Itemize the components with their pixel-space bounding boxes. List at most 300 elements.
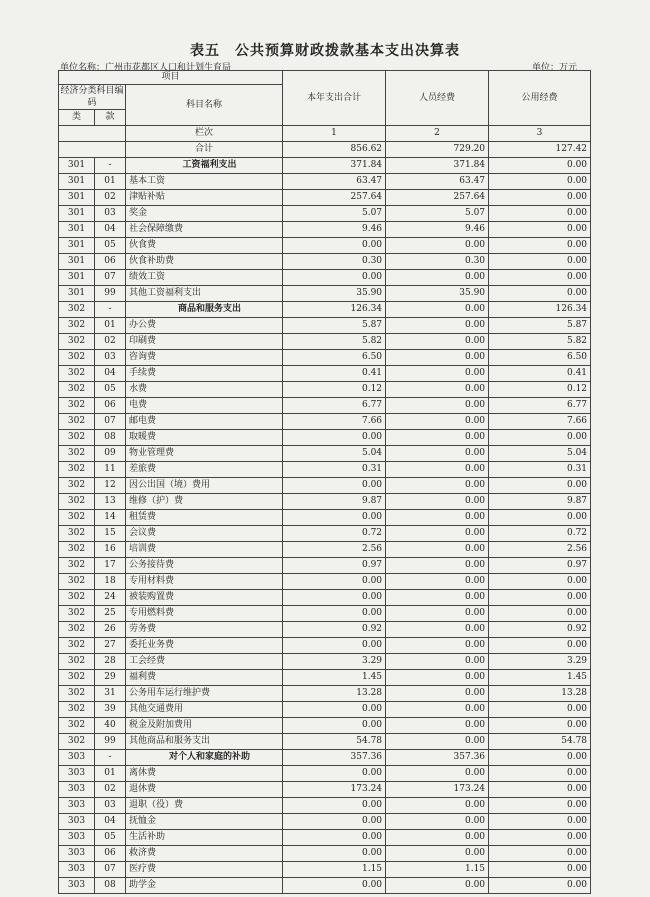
table-row: [59, 478, 591, 494]
row-section-code: 04: [95, 814, 126, 830]
row-section-code: 06: [95, 398, 126, 414]
row-public: 2.56: [489, 542, 591, 558]
row-personnel: 0.00: [386, 670, 489, 686]
table-row: [59, 878, 591, 894]
row-personnel: 0.00: [386, 494, 489, 510]
row-section-code: 01: [95, 318, 126, 334]
row-public: 0.97: [489, 558, 591, 574]
table-row: [59, 574, 591, 590]
row-personnel: 0.00: [386, 798, 489, 814]
row-personnel: 0.00: [386, 526, 489, 542]
row-total: 0.00: [283, 590, 386, 606]
sum-blank: [59, 142, 126, 158]
row-class-code: 301: [59, 158, 95, 174]
row-section-code: 26: [95, 622, 126, 638]
row-total: 1.15: [283, 862, 386, 878]
unit-label: 单位：万元: [532, 63, 578, 73]
row-public: 1.45: [489, 670, 591, 686]
row-total: 0.41: [283, 366, 386, 382]
row-subject-name: 手续费: [126, 366, 283, 382]
table-row: [59, 670, 591, 686]
row-total: 0.00: [283, 702, 386, 718]
row-total: 0.97: [283, 558, 386, 574]
row-public: 0.00: [489, 270, 591, 286]
row-total: 5.87: [283, 318, 386, 334]
header-class: 类: [59, 110, 95, 126]
row-section-code: 15: [95, 526, 126, 542]
table-row: [59, 174, 591, 190]
row-personnel: 9.46: [386, 222, 489, 238]
table-row: [59, 686, 591, 702]
row-total: 0.00: [283, 830, 386, 846]
table-row: [59, 430, 591, 446]
row-public: 0.00: [489, 254, 591, 270]
row-total: 0.00: [283, 638, 386, 654]
row-section-code: 05: [95, 830, 126, 846]
row-public: 13.28: [489, 686, 591, 702]
row-class-code: 302: [59, 366, 95, 382]
table-row: [59, 702, 591, 718]
row-subject-name: 离休费: [126, 766, 283, 782]
row-section-code: 04: [95, 222, 126, 238]
row-subject-name: 工会经费: [126, 654, 283, 670]
row-subject-name: 其他交通费用: [126, 702, 283, 718]
table-row: [59, 318, 591, 334]
table-row: [59, 350, 591, 366]
table-row: [59, 862, 591, 878]
table-row: [59, 382, 591, 398]
row-personnel: 0.00: [386, 654, 489, 670]
row-public: 0.00: [489, 878, 591, 894]
row-class-code: 303: [59, 846, 95, 862]
row-personnel: 0.00: [386, 558, 489, 574]
row-class-code: 302: [59, 670, 95, 686]
row-public: 54.78: [489, 734, 591, 750]
row-total: 2.56: [283, 542, 386, 558]
row-total: 0.72: [283, 526, 386, 542]
row-total: 0.00: [283, 814, 386, 830]
row-personnel: 0.00: [386, 270, 489, 286]
row-subject-name: 基本工资: [126, 174, 283, 190]
row-section-code: 99: [95, 734, 126, 750]
row-total: 0.00: [283, 718, 386, 734]
row-personnel: 357.36: [386, 750, 489, 766]
row-personnel: 0.00: [386, 622, 489, 638]
sum-personnel: 729.20: [386, 142, 489, 158]
row-section-code: 29: [95, 670, 126, 686]
row-section-code: 03: [95, 350, 126, 366]
row-total: 54.78: [283, 734, 386, 750]
row-subject-name: 公务接待费: [126, 558, 283, 574]
row-class-code: 302: [59, 654, 95, 670]
row-class-code: 302: [59, 702, 95, 718]
row-public: 5.04: [489, 446, 591, 462]
row-class-code: 302: [59, 622, 95, 638]
row-class-code: 302: [59, 430, 95, 446]
row-personnel: 0.00: [386, 318, 489, 334]
row-subject-name: 公务用车运行维护费: [126, 686, 283, 702]
row-section-code: 07: [95, 862, 126, 878]
row-section-code: 25: [95, 606, 126, 622]
row-subject-name: 救济费: [126, 846, 283, 862]
table-row: [59, 526, 591, 542]
row-personnel: 0.00: [386, 590, 489, 606]
row-total: 0.00: [283, 510, 386, 526]
row-public: 0.00: [489, 222, 591, 238]
row-class-code: 302: [59, 382, 95, 398]
row-section-code: 14: [95, 510, 126, 526]
row-subject-name: 退休费: [126, 782, 283, 798]
row-personnel: 0.00: [386, 702, 489, 718]
header-personnel: 人员经费: [386, 71, 489, 126]
row-subject-name: 会议费: [126, 526, 283, 542]
row-public: 3.29: [489, 654, 591, 670]
row-subject-name: 水费: [126, 382, 283, 398]
row-total: 63.47: [283, 174, 386, 190]
row-subject-name: 奖金: [126, 206, 283, 222]
row-section-code: 02: [95, 190, 126, 206]
row-subject-name: 助学金: [126, 878, 283, 894]
row-public: 6.50: [489, 350, 591, 366]
row-total: 5.04: [283, 446, 386, 462]
row-section-code: 27: [95, 638, 126, 654]
row-public: 0.00: [489, 606, 591, 622]
row-public: 0.00: [489, 750, 591, 766]
row-personnel: 173.24: [386, 782, 489, 798]
row-subject-name: 咨询费: [126, 350, 283, 366]
row-public: 7.66: [489, 414, 591, 430]
unit-name: 单位名称：广州市花都区人口和计划生育局: [60, 63, 232, 73]
row-class-code: 302: [59, 318, 95, 334]
row-class-code: 303: [59, 878, 95, 894]
header-col3: 3: [489, 126, 591, 142]
row-public: 0.00: [489, 510, 591, 526]
row-personnel: 0.00: [386, 398, 489, 414]
row-total: 0.31: [283, 462, 386, 478]
row-total: 0.00: [283, 574, 386, 590]
row-subject-name: 电费: [126, 398, 283, 414]
row-section-code: 08: [95, 430, 126, 446]
row-section-code: 03: [95, 798, 126, 814]
row-total: 0.00: [283, 606, 386, 622]
row-subject-name: 因公出国（境）费用: [126, 478, 283, 494]
row-section-code: 16: [95, 542, 126, 558]
row-subject-name: 退职（役）费: [126, 798, 283, 814]
row-class-code: 302: [59, 734, 95, 750]
row-section-code: -: [95, 158, 126, 174]
row-total: 6.50: [283, 350, 386, 366]
row-public: 5.87: [489, 318, 591, 334]
row-section-code: 18: [95, 574, 126, 590]
row-subject-name: 专用材料费: [126, 574, 283, 590]
row-section-code: 04: [95, 366, 126, 382]
row-total: 6.77: [283, 398, 386, 414]
row-subject-name: 劳务费: [126, 622, 283, 638]
row-personnel: 0.00: [386, 574, 489, 590]
row-public: 0.00: [489, 814, 591, 830]
row-personnel: 0.00: [386, 846, 489, 862]
row-class-code: 302: [59, 414, 95, 430]
row-class-code: 302: [59, 606, 95, 622]
row-total: 357.36: [283, 750, 386, 766]
table-row: [59, 414, 591, 430]
table-row: [59, 782, 591, 798]
row-class-code: 302: [59, 398, 95, 414]
row-total: 0.00: [283, 430, 386, 446]
table-row: [59, 606, 591, 622]
row-class-code: 301: [59, 238, 95, 254]
row-section-code: 07: [95, 414, 126, 430]
row-subject-name: 邮电费: [126, 414, 283, 430]
row-total: 0.92: [283, 622, 386, 638]
row-class-code: 301: [59, 270, 95, 286]
row-personnel: 35.90: [386, 286, 489, 302]
row-class-code: 303: [59, 830, 95, 846]
row-public: 0.00: [489, 574, 591, 590]
row-public: 0.00: [489, 798, 591, 814]
row-class-code: 302: [59, 494, 95, 510]
row-subject-name: 工资福利支出: [126, 158, 283, 174]
row-total: 9.46: [283, 222, 386, 238]
table-row: [59, 238, 591, 254]
row-total: 3.29: [283, 654, 386, 670]
table-row: [59, 510, 591, 526]
row-personnel: 0.00: [386, 238, 489, 254]
table-row: [59, 190, 591, 206]
row-section-code: 31: [95, 686, 126, 702]
row-section-code: 09: [95, 446, 126, 462]
row-section-code: 06: [95, 846, 126, 862]
row-personnel: 0.00: [386, 830, 489, 846]
table-row: [59, 846, 591, 862]
row-personnel: 0.00: [386, 446, 489, 462]
sum-label: 合计: [126, 142, 283, 158]
row-total: 0.00: [283, 878, 386, 894]
row-class-code: 303: [59, 862, 95, 878]
row-total: 0.00: [283, 270, 386, 286]
row-total: 371.84: [283, 158, 386, 174]
row-total: 1.45: [283, 670, 386, 686]
header-blank: [59, 126, 126, 142]
row-subject-name: 对个人和家庭的补助: [126, 750, 283, 766]
row-subject-name: 伙食费: [126, 238, 283, 254]
row-class-code: 302: [59, 718, 95, 734]
table-row: [59, 654, 591, 670]
row-class-code: 303: [59, 766, 95, 782]
row-public: 0.00: [489, 846, 591, 862]
row-section-code: -: [95, 750, 126, 766]
row-public: 0.72: [489, 526, 591, 542]
row-personnel: 257.64: [386, 190, 489, 206]
row-total: 0.00: [283, 766, 386, 782]
table-row: [59, 366, 591, 382]
row-personnel: 1.15: [386, 862, 489, 878]
table-row: [59, 750, 591, 766]
row-public: 0.00: [489, 206, 591, 222]
row-public: 5.82: [489, 334, 591, 350]
row-class-code: 303: [59, 798, 95, 814]
table-row: [59, 814, 591, 830]
row-subject-name: 福利费: [126, 670, 283, 686]
row-public: 0.00: [489, 478, 591, 494]
row-personnel: 0.00: [386, 766, 489, 782]
row-class-code: 302: [59, 510, 95, 526]
row-section-code: 28: [95, 654, 126, 670]
row-subject-name: 专用燃料费: [126, 606, 283, 622]
row-subject-name: 社会保障缴费: [126, 222, 283, 238]
table-row: [59, 254, 591, 270]
row-section-code: 24: [95, 590, 126, 606]
table-row: [59, 462, 591, 478]
row-class-code: 302: [59, 350, 95, 366]
row-subject-name: 医疗费: [126, 862, 283, 878]
row-class-code: 301: [59, 222, 95, 238]
expenditure-table: [58, 70, 591, 894]
row-subject-name: 物业管理费: [126, 446, 283, 462]
row-personnel: 0.00: [386, 350, 489, 366]
row-subject-name: 商品和服务支出: [126, 302, 283, 318]
row-personnel: 371.84: [386, 158, 489, 174]
row-personnel: 0.00: [386, 366, 489, 382]
row-subject-name: 维修（护）费: [126, 494, 283, 510]
table-row: [59, 302, 591, 318]
row-personnel: 0.00: [386, 462, 489, 478]
row-personnel: 0.00: [386, 414, 489, 430]
row-total: 0.00: [283, 478, 386, 494]
row-subject-name: 其他工资福利支出: [126, 286, 283, 302]
row-personnel: 0.00: [386, 718, 489, 734]
row-section-code: 06: [95, 254, 126, 270]
row-public: 0.00: [489, 782, 591, 798]
row-section-code: 05: [95, 238, 126, 254]
row-section-code: 05: [95, 382, 126, 398]
row-section-code: 12: [95, 478, 126, 494]
row-class-code: 302: [59, 574, 95, 590]
row-class-code: 302: [59, 334, 95, 350]
row-public: 0.00: [489, 590, 591, 606]
row-personnel: 63.47: [386, 174, 489, 190]
table-row: [59, 622, 591, 638]
row-class-code: 302: [59, 686, 95, 702]
row-class-code: 302: [59, 302, 95, 318]
table-row: [59, 558, 591, 574]
row-class-code: 302: [59, 526, 95, 542]
table-row: [59, 158, 591, 174]
header-item: 项目: [59, 71, 283, 85]
row-class-code: 301: [59, 174, 95, 190]
row-section-code: 40: [95, 718, 126, 734]
row-subject-name: 绩效工资: [126, 270, 283, 286]
row-personnel: 0.00: [386, 542, 489, 558]
row-public: 0.92: [489, 622, 591, 638]
row-personnel: 0.00: [386, 302, 489, 318]
row-class-code: 302: [59, 542, 95, 558]
table-row: [59, 206, 591, 222]
row-total: 0.30: [283, 254, 386, 270]
row-public: 9.87: [489, 494, 591, 510]
row-public: 0.41: [489, 366, 591, 382]
row-personnel: 0.00: [386, 510, 489, 526]
row-personnel: 5.07: [386, 206, 489, 222]
row-subject-name: 其他商品和服务支出: [126, 734, 283, 750]
table-row: [59, 542, 591, 558]
row-public: 0.12: [489, 382, 591, 398]
row-subject-name: 津贴补贴: [126, 190, 283, 206]
table-row: [59, 798, 591, 814]
row-section-code: 03: [95, 206, 126, 222]
row-total: 0.00: [283, 846, 386, 862]
row-total: 5.82: [283, 334, 386, 350]
row-personnel: 0.00: [386, 638, 489, 654]
row-public: 0.00: [489, 702, 591, 718]
table-row: [59, 286, 591, 302]
table-row: [59, 766, 591, 782]
row-class-code: 302: [59, 462, 95, 478]
row-public: 0.00: [489, 862, 591, 878]
row-class-code: 302: [59, 638, 95, 654]
row-total: 257.64: [283, 190, 386, 206]
row-personnel: 0.00: [386, 814, 489, 830]
header-col2: 2: [386, 126, 489, 142]
header-col1: 1: [283, 126, 386, 142]
row-public: 0.00: [489, 286, 591, 302]
row-class-code: 301: [59, 190, 95, 206]
table-row: [59, 734, 591, 750]
row-class-code: 301: [59, 254, 95, 270]
header-section: 款: [95, 110, 126, 126]
row-personnel: 0.00: [386, 686, 489, 702]
row-public: 0.00: [489, 158, 591, 174]
header-econ-code: 经济分类科目编码: [60, 86, 124, 108]
row-total: 0.00: [283, 798, 386, 814]
row-subject-name: 抚恤金: [126, 814, 283, 830]
row-class-code: 303: [59, 782, 95, 798]
row-personnel: 0.00: [386, 478, 489, 494]
table-row: [59, 334, 591, 350]
row-class-code: 302: [59, 446, 95, 462]
row-section-code: 99: [95, 286, 126, 302]
row-personnel: 0.00: [386, 878, 489, 894]
row-section-code: 13: [95, 494, 126, 510]
row-total: 7.66: [283, 414, 386, 430]
row-total: 5.07: [283, 206, 386, 222]
row-total: 0.12: [283, 382, 386, 398]
table-row: [59, 446, 591, 462]
row-total: 13.28: [283, 686, 386, 702]
row-public: 0.31: [489, 462, 591, 478]
row-personnel: 0.30: [386, 254, 489, 270]
table-row: [59, 590, 591, 606]
row-subject-name: 租赁费: [126, 510, 283, 526]
row-public: 0.00: [489, 766, 591, 782]
row-class-code: 301: [59, 206, 95, 222]
row-public: 0.00: [489, 238, 591, 254]
row-section-code: 02: [95, 782, 126, 798]
row-class-code: 301: [59, 286, 95, 302]
row-subject-name: 差旅费: [126, 462, 283, 478]
row-public: 0.00: [489, 430, 591, 446]
row-class-code: 303: [59, 814, 95, 830]
table-row: [59, 222, 591, 238]
row-total: 0.00: [283, 238, 386, 254]
row-total: 173.24: [283, 782, 386, 798]
row-public: 6.77: [489, 398, 591, 414]
row-section-code: 02: [95, 334, 126, 350]
table-row: [59, 494, 591, 510]
row-public: 0.00: [489, 174, 591, 190]
row-personnel: 0.00: [386, 334, 489, 350]
header-public: 公用经费: [489, 71, 591, 126]
